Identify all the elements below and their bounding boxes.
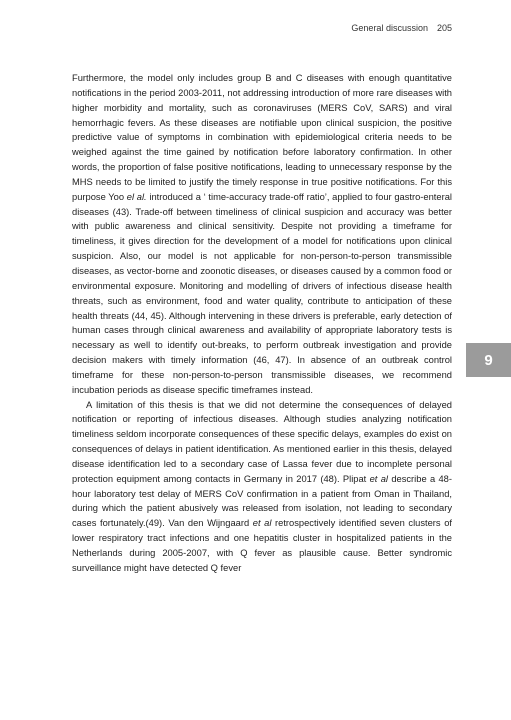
header-section-title: General discussion [351, 23, 428, 33]
italic-citation: et al [252, 518, 272, 529]
page-number: 205 [436, 23, 452, 33]
text-run: Furthermore, the model only includes group B and C diseases with enough quantitative notifications in the period 2003-2011, not addressing introduction of more rare diseases with higher morbidity and mortality, such as coronaviruses (MERS CoV, SARS) and viral hemorrhagic fevers. As these diseases are notifiable upon clinical suspicion, the positive predictive value of symptoms in combination with epidemiological criteria needs to be weighed against the time gained by notification before laboratory confirmation. In other words, the proportion of false positive notifications, leading to unnecessary response by the MHS needs to be limited to justify the timely response in true positive notifications. For this purpose Yoo [72, 73, 452, 202]
running-header [351, 23, 452, 33]
italic-citation: et al [369, 473, 388, 484]
body-text [72, 71, 452, 576]
text-run: describe a 48-hour laboratory test delay of MERS CoV confirmation in a patient from Oman in Thailand, during which the patient abusively was released from isolation, not leading to secondary cases fortunately.(49). Van den Wijngaard [72, 473, 452, 529]
paragraph-2 [72, 398, 452, 576]
text-run: introduced a ‘ time-accuracy trade-off ratio’, applied to four gastro-enteral diseases (43). Trade-off between timeliness of clinical suspicion and accuracy was better with public awareness and clinical sensitivity. Despite not providing a timeframe for timeliness, it gives direction for the development of a model for notifications upon clinical suspicion. Also, our model is not applicable for non-person-to-person transmissible diseases, as vector-borne and zoonotic diseases, or diseases caused by a common food or environmental exposure. Monitoring and modelling of drivers of infectious disease health threats, such as environment, food and water quality, contribute to anticipation of these health threats (44, 45). Although intervening in these drivers is preferable, early detection of human cases through clinical awareness and availability of appropriate laboratory tests is necessary as well to identify out-breaks, to perform outbreak investigation and provide decision makers with timely information (46, 47). In absence of an outbreak control timeframe for these non-person-to-person transmissible diseases, we recommend incubation periods as disease specific timeframes instead. [72, 191, 452, 395]
text-run: retrospectively identified seven clusters of lower respiratory tract infections and one hepatitis cluster in hospitalized patients in the Netherlands during 2005-2007, with Q fever as plausible cause. Better syndromic surveillance might have detected Q fever [72, 518, 452, 573]
paragraph-1 [72, 71, 452, 398]
italic-citation: el al. [126, 191, 147, 202]
text-run: A limitation of this thesis is that we did not determine the consequences of delayed notification or reporting of infectious diseases. Although studies analyzing notification timeliness seldom incorporate consequences of these specific delays, examples do exist on consequences of delays in patient identification. As mentioned earlier in this thesis, delayed disease identification led to a secondary case of Lassa fever due to incomplete personal protection equipment among contacts in Germany in 2017 (48). Plipat [72, 399, 452, 484]
chapter-tab: 9 [466, 343, 511, 377]
